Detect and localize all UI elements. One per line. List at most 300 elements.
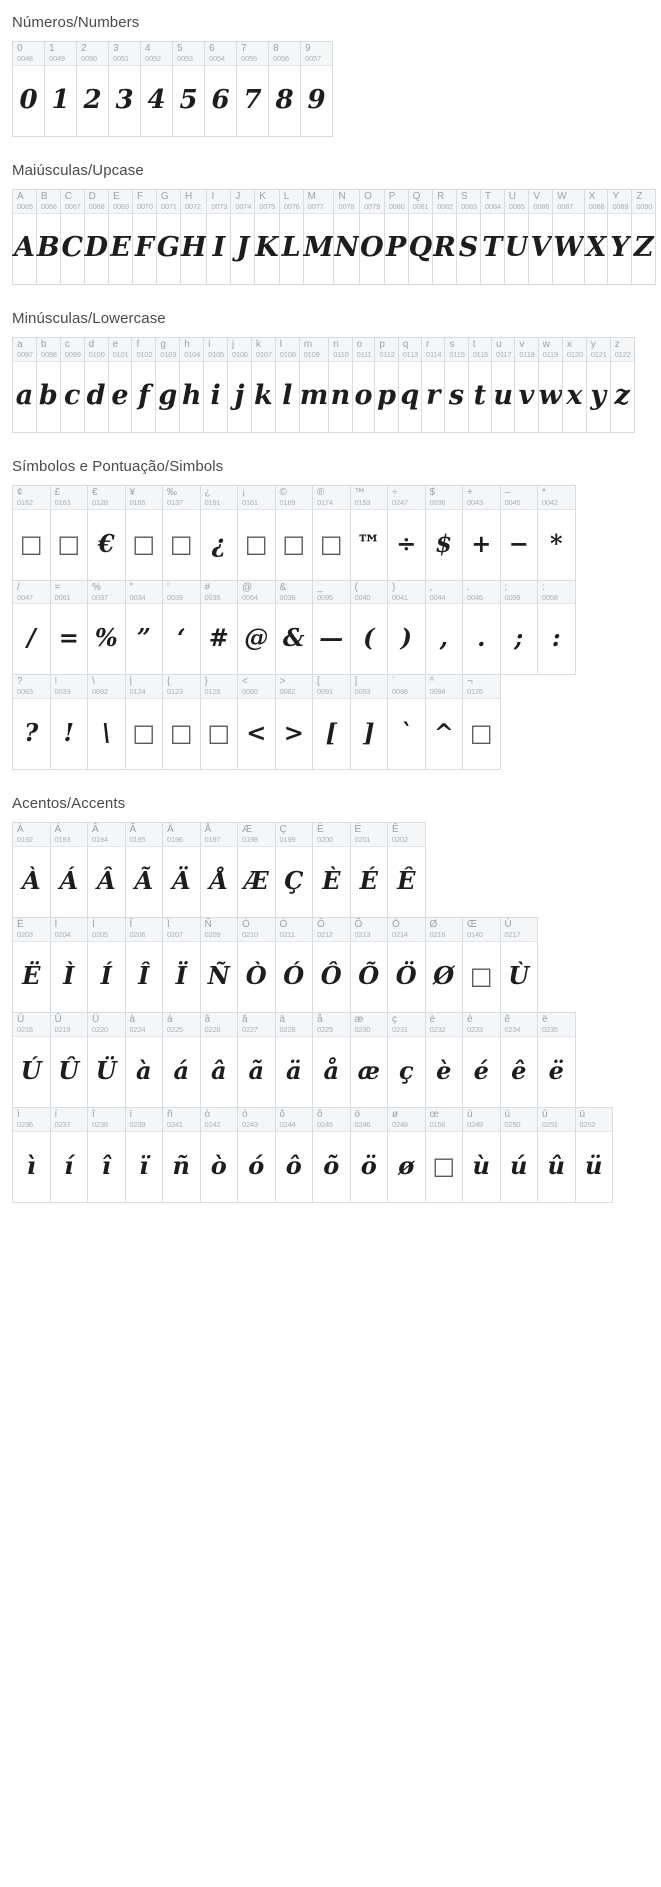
glyph-cell[interactable] [462, 580, 501, 676]
glyph-cell[interactable] [359, 189, 385, 285]
glyph-cell[interactable] [12, 822, 51, 918]
glyph-code-label: 0197 [204, 835, 221, 845]
glyph-preview: K [255, 232, 279, 264]
glyph-code-label: 0196 [167, 835, 183, 845]
glyph-cell[interactable] [275, 1107, 314, 1203]
glyph-meta [204, 338, 227, 362]
glyph-cell[interactable] [131, 337, 156, 433]
glyph-cell[interactable] [279, 189, 304, 285]
glyph-meta [385, 190, 408, 214]
glyph-cell[interactable] [227, 337, 252, 433]
glyph-char-label: V [533, 190, 541, 202]
glyph-row [12, 822, 425, 917]
glyph-cell[interactable] [12, 917, 51, 1013]
glyph-char-label: ÷ [392, 486, 398, 498]
glyph-cell[interactable] [552, 189, 584, 285]
glyph-char-label: Ù [504, 919, 512, 931]
glyph-cell[interactable] [275, 822, 314, 918]
glyph-preview: □ [132, 719, 156, 748]
glyph-preview: z [614, 380, 630, 412]
glyph-cell[interactable] [108, 337, 133, 433]
glyph-preview: B [36, 232, 60, 264]
glyph-code-label: 0115 [449, 349, 465, 359]
glyph-meta [375, 338, 397, 362]
glyph-cell[interactable] [50, 485, 89, 581]
glyph-cell[interactable] [200, 1012, 239, 1108]
glyph-meta [238, 823, 275, 847]
glyph-code-label: 0102 [136, 349, 153, 359]
glyph-cell[interactable] [456, 189, 481, 285]
glyph-cell[interactable] [275, 337, 300, 433]
glyph-meta [88, 675, 125, 699]
glyph-cell[interactable] [350, 1107, 389, 1203]
glyph-cell[interactable] [374, 337, 398, 433]
glyph-cell[interactable] [162, 822, 201, 918]
glyph-cell[interactable] [387, 917, 426, 1013]
glyph-cell[interactable] [425, 917, 464, 1013]
glyph-meta [463, 581, 500, 605]
glyph-cell[interactable] [387, 485, 426, 581]
glyph-char-label: @ [242, 581, 253, 593]
glyph-cell[interactable] [125, 1107, 164, 1203]
glyph-cell[interactable] [462, 917, 501, 1013]
glyph-cell[interactable] [108, 189, 133, 285]
glyph-cell[interactable] [125, 674, 164, 770]
glyph-meta [539, 338, 562, 362]
glyph-cell[interactable] [421, 337, 445, 433]
glyph-preview: □ [282, 529, 306, 558]
glyph-cell[interactable] [425, 674, 464, 770]
glyph-preview: ! [63, 718, 75, 748]
glyph-meta [426, 581, 463, 605]
glyph-preview: Ï [175, 961, 187, 990]
glyph-cell[interactable] [125, 580, 164, 676]
glyph-code-label: 0250 [504, 1119, 521, 1129]
glyph-cell[interactable] [350, 674, 389, 770]
glyph-meta [201, 675, 238, 699]
glyph-cell[interactable] [333, 189, 360, 285]
glyph-char-label: H [184, 190, 193, 202]
glyph-code-label: 0209 [204, 930, 221, 940]
glyph-code-label: 0034 [129, 592, 146, 602]
glyph-cell[interactable] [350, 917, 389, 1013]
glyph-code-label: 0203 [17, 930, 33, 940]
glyph-cell[interactable] [162, 485, 201, 581]
glyph-code-label: 0216 [429, 930, 446, 940]
glyph-preview: ã [248, 1055, 265, 1085]
glyph-cell[interactable] [350, 580, 389, 676]
glyph-char-label: © [279, 486, 287, 498]
glyph-cell[interactable] [237, 917, 276, 1013]
glyph-cell[interactable] [584, 189, 609, 285]
glyph-char-label: ù [467, 1108, 473, 1120]
glyph-cell[interactable] [12, 337, 37, 433]
glyph-cell[interactable] [36, 337, 61, 433]
glyph-cell[interactable] [50, 917, 89, 1013]
glyph-cell[interactable] [387, 674, 426, 770]
glyph-code-label: 0236 [17, 1119, 33, 1129]
glyph-cell[interactable] [12, 189, 37, 285]
glyph-cell[interactable] [500, 1107, 539, 1203]
glyph-code-label: 0243 [242, 1119, 258, 1129]
glyph-cell[interactable] [237, 822, 276, 918]
glyph-preview: Ó [283, 961, 305, 990]
glyph-cell[interactable] [462, 1107, 501, 1203]
glyph-char-label: J [235, 190, 241, 202]
glyph-cell[interactable] [538, 337, 563, 433]
glyph-cell[interactable] [125, 1012, 164, 1108]
glyph-cell[interactable] [200, 580, 239, 676]
glyph-cell[interactable] [312, 485, 351, 581]
glyph-code-label: 0098 [40, 349, 57, 359]
glyph-cell[interactable] [200, 822, 239, 918]
glyph-cell[interactable] [425, 485, 464, 581]
glyph-cell[interactable] [162, 580, 201, 676]
glyph-cell[interactable] [562, 337, 587, 433]
glyph-preview: q [400, 380, 420, 412]
glyph-preview: ì [26, 1150, 36, 1180]
glyph-cell[interactable] [514, 337, 538, 433]
glyph-cell[interactable] [575, 1107, 614, 1203]
glyph-code-label: 0200 [317, 835, 333, 845]
glyph-cell[interactable] [251, 337, 276, 433]
glyph-meta [109, 338, 132, 362]
glyph-row [12, 674, 500, 769]
glyph-cell[interactable] [425, 1012, 464, 1108]
glyph-cell[interactable] [384, 189, 409, 285]
glyph-preview: □ [169, 529, 193, 558]
glyph-cell[interactable] [179, 337, 204, 433]
glyph-preview: â [210, 1055, 227, 1085]
glyph-char-label: ` [392, 676, 396, 688]
glyph-preview: − [508, 528, 529, 558]
glyph-char-label: Û [54, 1014, 62, 1025]
glyph-code-label: 0225 [167, 1025, 183, 1034]
glyph-char-label: ¢ [17, 486, 23, 498]
glyph-cell[interactable] [491, 337, 515, 433]
glyph-meta [426, 1013, 463, 1037]
glyph-cell[interactable] [237, 1012, 276, 1108]
glyph-char-label: v [519, 338, 525, 350]
glyph-cell[interactable] [607, 189, 632, 285]
glyph-char-label: s [449, 338, 455, 350]
glyph-meta [13, 675, 50, 699]
glyph-cell[interactable] [237, 580, 276, 676]
glyph-preview: n [330, 380, 351, 412]
glyph-cell[interactable] [50, 822, 89, 918]
glyph-cell[interactable] [237, 485, 276, 581]
glyph-code-label: 0057 [305, 54, 321, 63]
glyph-cell[interactable] [387, 822, 426, 918]
glyph-cell[interactable] [87, 822, 126, 918]
glyph-code-label: 0047 [17, 592, 33, 602]
glyph-meta [205, 42, 236, 66]
glyph-cell[interactable] [462, 485, 501, 581]
glyph-char-label: 5 [177, 43, 183, 54]
glyph-code-label: 0220 [92, 1025, 108, 1034]
glyph-cell[interactable] [12, 485, 51, 581]
glyph-code-label: 0212 [317, 930, 333, 940]
glyph-char-label: \ [92, 676, 95, 688]
glyph-preview: é [473, 1055, 489, 1085]
glyph-meta [109, 42, 140, 66]
glyph-cell[interactable] [50, 580, 89, 676]
glyph-cell[interactable] [328, 337, 352, 433]
glyph-cell[interactable] [162, 917, 201, 1013]
glyph-preview: à [135, 1055, 152, 1085]
glyph-meta [276, 675, 313, 699]
glyph-cell[interactable] [230, 189, 255, 285]
glyph-cell[interactable] [350, 485, 389, 581]
glyph-meta [88, 1108, 125, 1132]
glyph-preview: l [282, 380, 293, 412]
glyph-preview: — [319, 623, 344, 653]
glyph-code-label: 0103 [160, 349, 177, 359]
glyph-cell[interactable] [87, 917, 126, 1013]
glyph-char-label: ø [392, 1108, 399, 1120]
glyph-preview: ö [360, 1150, 377, 1180]
glyph-code-label: 0227 [242, 1025, 258, 1034]
glyph-cell[interactable] [50, 1012, 89, 1108]
glyph-code-label: 0106 [232, 349, 248, 359]
glyph-cell[interactable] [268, 41, 301, 137]
glyph-code-label: 0193 [54, 835, 71, 845]
glyph-cell[interactable] [275, 580, 314, 676]
glyph-cell[interactable] [60, 337, 85, 433]
glyph-cell[interactable] [200, 917, 239, 1013]
glyph-cell[interactable] [156, 189, 181, 285]
glyph-cell[interactable] [275, 917, 314, 1013]
glyph-cell[interactable] [312, 580, 351, 676]
glyph-cell[interactable] [200, 674, 239, 770]
glyph-char-label: 4 [145, 43, 151, 54]
glyph-char-label: L [283, 190, 290, 202]
glyph-cell[interactable] [275, 1012, 314, 1108]
glyph-preview: [ [325, 718, 337, 748]
glyph-char-label: Ã [129, 824, 137, 836]
glyph-char-label: ! [54, 676, 58, 688]
glyph-code-label: 0204 [54, 930, 71, 940]
glyph-cell[interactable] [312, 1012, 351, 1108]
glyph-meta [13, 190, 36, 214]
glyph-meta [501, 918, 538, 942]
glyph-cell[interactable] [203, 337, 228, 433]
glyph-char-label: ‰ [167, 486, 177, 498]
glyph-code-label: 0039 [167, 592, 183, 602]
glyph-cell[interactable] [387, 1107, 426, 1203]
glyph-cell[interactable] [237, 674, 276, 770]
glyph-cell[interactable] [425, 1107, 464, 1203]
glyph-cell[interactable] [586, 337, 611, 433]
glyph-cell[interactable] [387, 1012, 426, 1108]
glyph-cell[interactable] [350, 1012, 389, 1108]
glyph-cell[interactable] [87, 580, 126, 676]
glyph-char-label: " [129, 581, 134, 593]
glyph-cell[interactable] [275, 485, 314, 581]
glyph-cell[interactable] [462, 1012, 501, 1108]
glyph-cell[interactable] [200, 485, 239, 581]
glyph-cell[interactable] [444, 337, 468, 433]
glyph-code-label: 0101 [112, 349, 129, 359]
glyph-preview: % [94, 623, 118, 653]
glyph-cell[interactable] [50, 1107, 89, 1203]
glyph-cell[interactable] [12, 1107, 51, 1203]
glyph-meta [51, 1013, 88, 1037]
glyph-cell[interactable] [312, 1107, 351, 1203]
glyph-cell[interactable] [312, 822, 351, 918]
glyph-cell[interactable] [408, 189, 434, 285]
glyph-meta [351, 675, 388, 699]
glyph-char-label: Z [636, 190, 643, 202]
glyph-char-label: Ú [17, 1014, 25, 1025]
glyph-cell[interactable] [84, 337, 109, 433]
glyph-cell[interactable] [462, 674, 501, 770]
glyph-cell[interactable] [50, 674, 89, 770]
glyph-cell[interactable] [631, 189, 656, 285]
glyph-preview: □ [469, 719, 493, 748]
glyph-meta [300, 338, 329, 362]
glyph-cell[interactable] [87, 674, 126, 770]
glyph-meta [13, 1108, 50, 1132]
glyph-cell[interactable] [125, 822, 164, 918]
glyph-cell[interactable] [528, 189, 553, 285]
glyph-char-label: ' [167, 581, 169, 593]
glyph-char-label: r [426, 338, 430, 350]
glyph-char-label: k [255, 338, 261, 350]
glyph-preview: = [58, 623, 79, 653]
glyph-cell[interactable] [504, 189, 530, 285]
glyph-cell[interactable] [87, 1012, 126, 1108]
glyph-preview: ä [285, 1055, 302, 1085]
glyph-cell[interactable] [180, 189, 208, 285]
glyph-cell[interactable] [237, 1107, 276, 1203]
glyph-char-label: , [429, 581, 433, 593]
glyph-cell[interactable] [12, 674, 51, 770]
glyph-cell[interactable] [36, 189, 61, 285]
glyph-cell[interactable] [236, 41, 269, 137]
glyph-code-label: 0054 [209, 54, 225, 63]
glyph-code-label: 0061 [54, 592, 71, 602]
glyph-cell[interactable] [60, 189, 85, 285]
glyph-preview: a [15, 380, 34, 412]
glyph-char-label: S [461, 190, 468, 202]
glyph-code-label: 0053 [177, 54, 193, 63]
glyph-cell[interactable] [500, 917, 539, 1013]
glyph-code-label: 0137 [167, 497, 183, 507]
glyph-code-label: 0043 [467, 497, 483, 507]
glyph-cell[interactable] [76, 41, 109, 137]
glyph-cell[interactable] [352, 337, 376, 433]
glyph-cell[interactable] [162, 1012, 201, 1108]
glyph-cell[interactable] [537, 1012, 576, 1108]
glyph-preview: 2 [83, 84, 102, 115]
glyph-row [12, 1012, 575, 1107]
glyph-cell[interactable] [162, 674, 201, 770]
glyph-cell[interactable] [200, 1107, 239, 1203]
glyph-cell[interactable] [140, 41, 173, 137]
glyph-preview: m [299, 380, 329, 412]
glyph-cell[interactable] [87, 485, 126, 581]
glyph-cell[interactable] [172, 41, 205, 137]
glyph-cell[interactable] [275, 674, 314, 770]
glyph-cell[interactable] [350, 822, 389, 918]
glyph-code-label: 0126 [467, 687, 483, 697]
glyph-cell[interactable] [162, 1107, 201, 1203]
glyph-meta [351, 486, 388, 510]
glyph-char-label: 7 [241, 43, 247, 54]
glyph-meta [505, 190, 529, 214]
glyph-preview: Å [209, 866, 229, 896]
glyph-meta [388, 675, 425, 699]
glyph-cell[interactable] [300, 41, 333, 137]
glyph-cell[interactable] [537, 1107, 576, 1203]
glyph-cell[interactable] [87, 1107, 126, 1203]
glyph-preview: È [322, 866, 341, 896]
glyph-preview: Ç [284, 866, 304, 896]
glyph-cell[interactable] [425, 580, 464, 676]
glyph-cell[interactable] [254, 189, 279, 285]
glyph-cell[interactable] [537, 485, 576, 581]
glyph-cell[interactable] [299, 337, 330, 433]
glyph-cell[interactable] [12, 41, 45, 137]
glyph-cell[interactable] [398, 337, 422, 433]
glyph-char-label: w [542, 338, 550, 350]
glyph-char-label: . [467, 581, 470, 593]
glyph-cell[interactable] [125, 917, 164, 1013]
glyph-meta [238, 1108, 275, 1132]
glyph-code-label: 0229 [317, 1025, 333, 1034]
glyph-preview: J [236, 232, 250, 264]
glyph-cell[interactable] [432, 189, 457, 285]
glyph-cell[interactable] [125, 485, 164, 581]
glyph-preview: Ô [320, 961, 342, 990]
glyph-char-label: í [54, 1108, 58, 1120]
glyph-cell[interactable] [537, 580, 576, 676]
glyph-preview: i [210, 380, 221, 412]
glyph-cell[interactable] [303, 189, 335, 285]
glyph-cell[interactable] [132, 189, 157, 285]
glyph-cell[interactable] [387, 580, 426, 676]
glyph-cell[interactable] [12, 580, 51, 676]
glyph-char-label: / [17, 581, 20, 593]
glyph-char-label: Ë [17, 919, 24, 931]
glyph-cell[interactable] [610, 337, 635, 433]
glyph-cell[interactable] [480, 189, 505, 285]
glyph-cell[interactable] [44, 41, 77, 137]
glyph-meta [163, 1108, 200, 1132]
glyph-char-label: £ [54, 486, 61, 498]
glyph-cell[interactable] [312, 674, 351, 770]
glyph-cell[interactable] [206, 189, 231, 285]
glyph-cell[interactable] [500, 580, 539, 676]
glyph-cell[interactable] [500, 1012, 539, 1108]
glyph-cell[interactable] [500, 485, 539, 581]
glyph-char-label: Ò [242, 919, 250, 931]
glyph-cell[interactable] [155, 337, 180, 433]
glyph-code-label: 0105 [208, 349, 225, 359]
glyph-char-label: ® [317, 486, 325, 498]
glyph-cell[interactable] [312, 917, 351, 1013]
glyph-cell[interactable] [84, 189, 109, 285]
glyph-cell[interactable] [468, 337, 492, 433]
glyph-cell[interactable] [12, 1012, 51, 1108]
glyph-code-label: 0116 [472, 349, 489, 359]
glyph-cell[interactable] [108, 41, 141, 137]
glyph-char-label: ã [242, 1014, 248, 1025]
glyph-meta [201, 918, 238, 942]
glyph-cell[interactable] [204, 41, 237, 137]
glyph-code-label: 0207 [167, 930, 183, 940]
